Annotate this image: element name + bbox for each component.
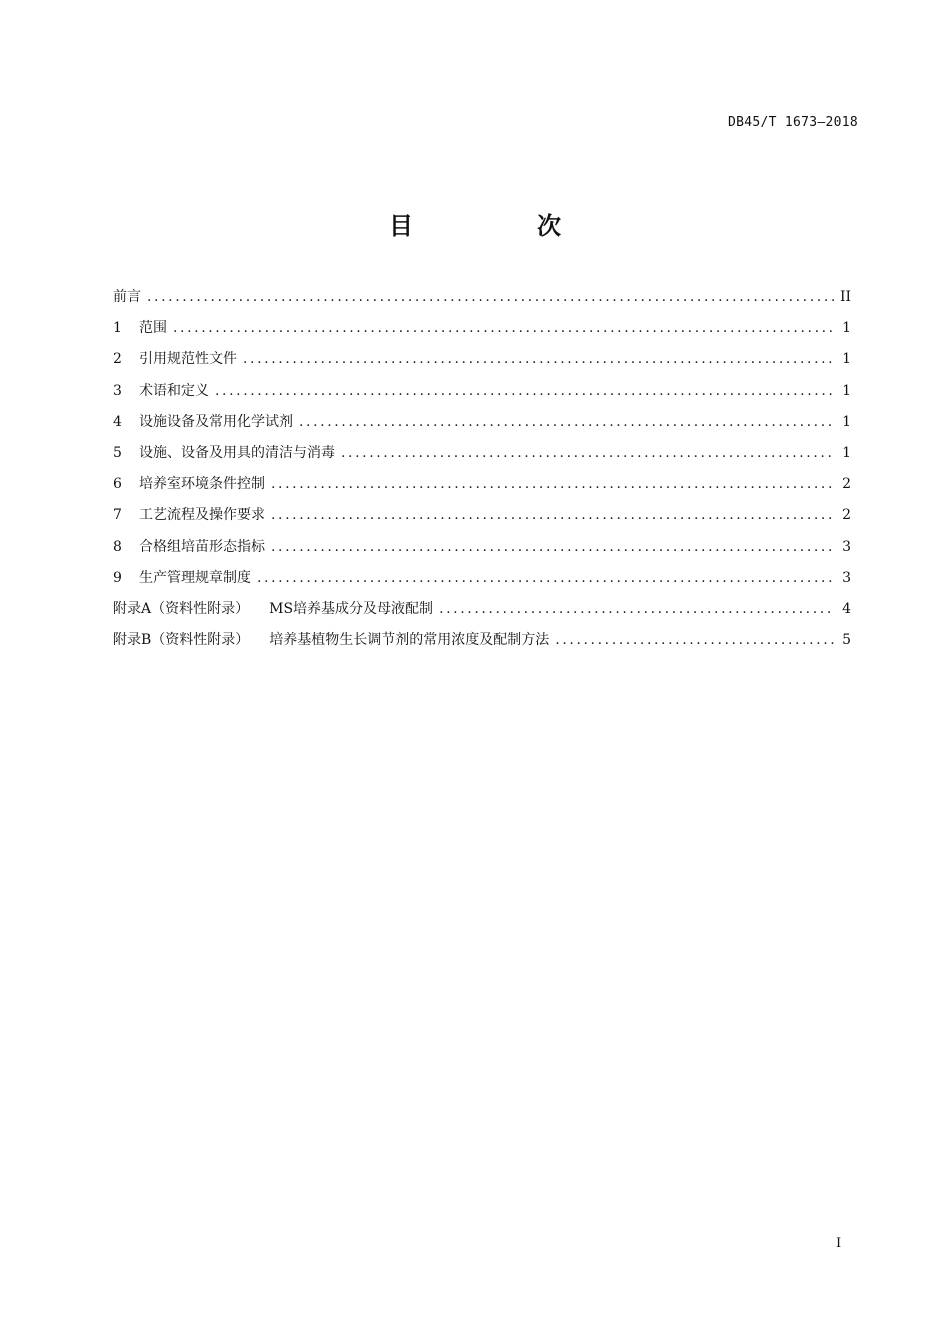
toc-leader-dots bbox=[341, 442, 835, 464]
toc-entry-label: 工艺流程及操作要求 bbox=[139, 507, 265, 524]
toc-entry-number: 5 bbox=[113, 444, 122, 461]
toc-entry-page: 1 bbox=[842, 320, 851, 337]
toc-entry-page: 2 bbox=[842, 507, 851, 524]
toc-entry-label: 附录B（资料性附录） bbox=[113, 632, 250, 649]
toc-entry-number: 9 bbox=[113, 569, 122, 586]
toc-entry-appendix-a[interactable] bbox=[113, 598, 851, 629]
toc-leader-dots bbox=[257, 567, 835, 589]
page-title: 目 次 bbox=[389, 212, 611, 240]
toc-entry-number: 3 bbox=[113, 382, 122, 399]
toc-leader-dots bbox=[555, 629, 835, 651]
toc-entry-7[interactable] bbox=[113, 504, 851, 535]
toc-leader-dots bbox=[215, 380, 835, 402]
toc-leader-dots bbox=[173, 317, 835, 339]
table-of-contents bbox=[113, 286, 851, 660]
toc-entry-label: 设施设备及常用化学试剂 bbox=[139, 413, 293, 430]
toc-entry-appendix-b[interactable] bbox=[113, 629, 851, 660]
toc-entry-page: II bbox=[839, 289, 851, 305]
toc-entry-3[interactable] bbox=[113, 380, 851, 411]
toc-entry-1[interactable] bbox=[113, 317, 851, 348]
toc-entry-page: 2 bbox=[842, 476, 851, 493]
toc-entry-page: 1 bbox=[842, 382, 851, 399]
toc-entry-label: 培养室环境条件控制 bbox=[139, 476, 265, 493]
toc-entry-2[interactable] bbox=[113, 348, 851, 379]
toc-entry-number: 8 bbox=[113, 538, 122, 555]
toc-entry-number: 4 bbox=[113, 413, 122, 430]
toc-entry-page: 4 bbox=[842, 600, 851, 617]
toc-entry-label: 合格组培苗形态指标 bbox=[139, 538, 265, 555]
toc-entry-label: 前言 bbox=[113, 289, 141, 305]
toc-leader-dots bbox=[271, 536, 835, 558]
toc-leader-dots bbox=[271, 504, 835, 526]
page-number: I bbox=[836, 1236, 842, 1251]
toc-entry-page: 1 bbox=[842, 413, 851, 430]
toc-entry-label: 引用规范性文件 bbox=[139, 351, 237, 368]
toc-entry-page: 1 bbox=[842, 444, 851, 461]
toc-entry-page: 3 bbox=[842, 569, 851, 586]
toc-entry-4[interactable] bbox=[113, 411, 851, 442]
toc-leader-dots bbox=[243, 348, 835, 370]
toc-entry-6[interactable] bbox=[113, 473, 851, 504]
toc-entry-8[interactable] bbox=[113, 536, 851, 567]
toc-entry-9[interactable] bbox=[113, 567, 851, 598]
toc-entry-sublabel: MS培养基成分及母液配制 bbox=[269, 600, 434, 617]
toc-leader-dots bbox=[271, 473, 835, 495]
toc-entry-label: 附录A（资料性附录） bbox=[113, 600, 250, 617]
toc-entry-number: 6 bbox=[113, 476, 122, 493]
toc-entry-page: 1 bbox=[842, 351, 851, 368]
toc-entry-page: 3 bbox=[842, 538, 851, 555]
toc-entry-sublabel: 培养基植物生长调节剂的常用浓度及配制方法 bbox=[269, 632, 550, 649]
toc-entry-label: 范围 bbox=[139, 320, 167, 337]
toc-entry-foreword[interactable] bbox=[113, 286, 851, 317]
toc-entry-label: 术语和定义 bbox=[139, 382, 209, 399]
toc-entry-5[interactable] bbox=[113, 442, 851, 473]
toc-entry-number: 7 bbox=[113, 507, 122, 524]
toc-entry-number: 2 bbox=[113, 351, 122, 368]
toc-entry-label: 设施、设备及用具的清洁与消毒 bbox=[139, 444, 335, 461]
toc-leader-dots bbox=[147, 286, 834, 308]
toc-entry-number: 1 bbox=[113, 320, 122, 337]
toc-leader-dots bbox=[439, 598, 835, 620]
toc-entry-page: 5 bbox=[842, 632, 851, 649]
standard-code: DB45/T 1673—2018 bbox=[727, 115, 858, 130]
toc-entry-label: 生产管理规章制度 bbox=[139, 569, 251, 586]
toc-leader-dots bbox=[299, 411, 835, 433]
